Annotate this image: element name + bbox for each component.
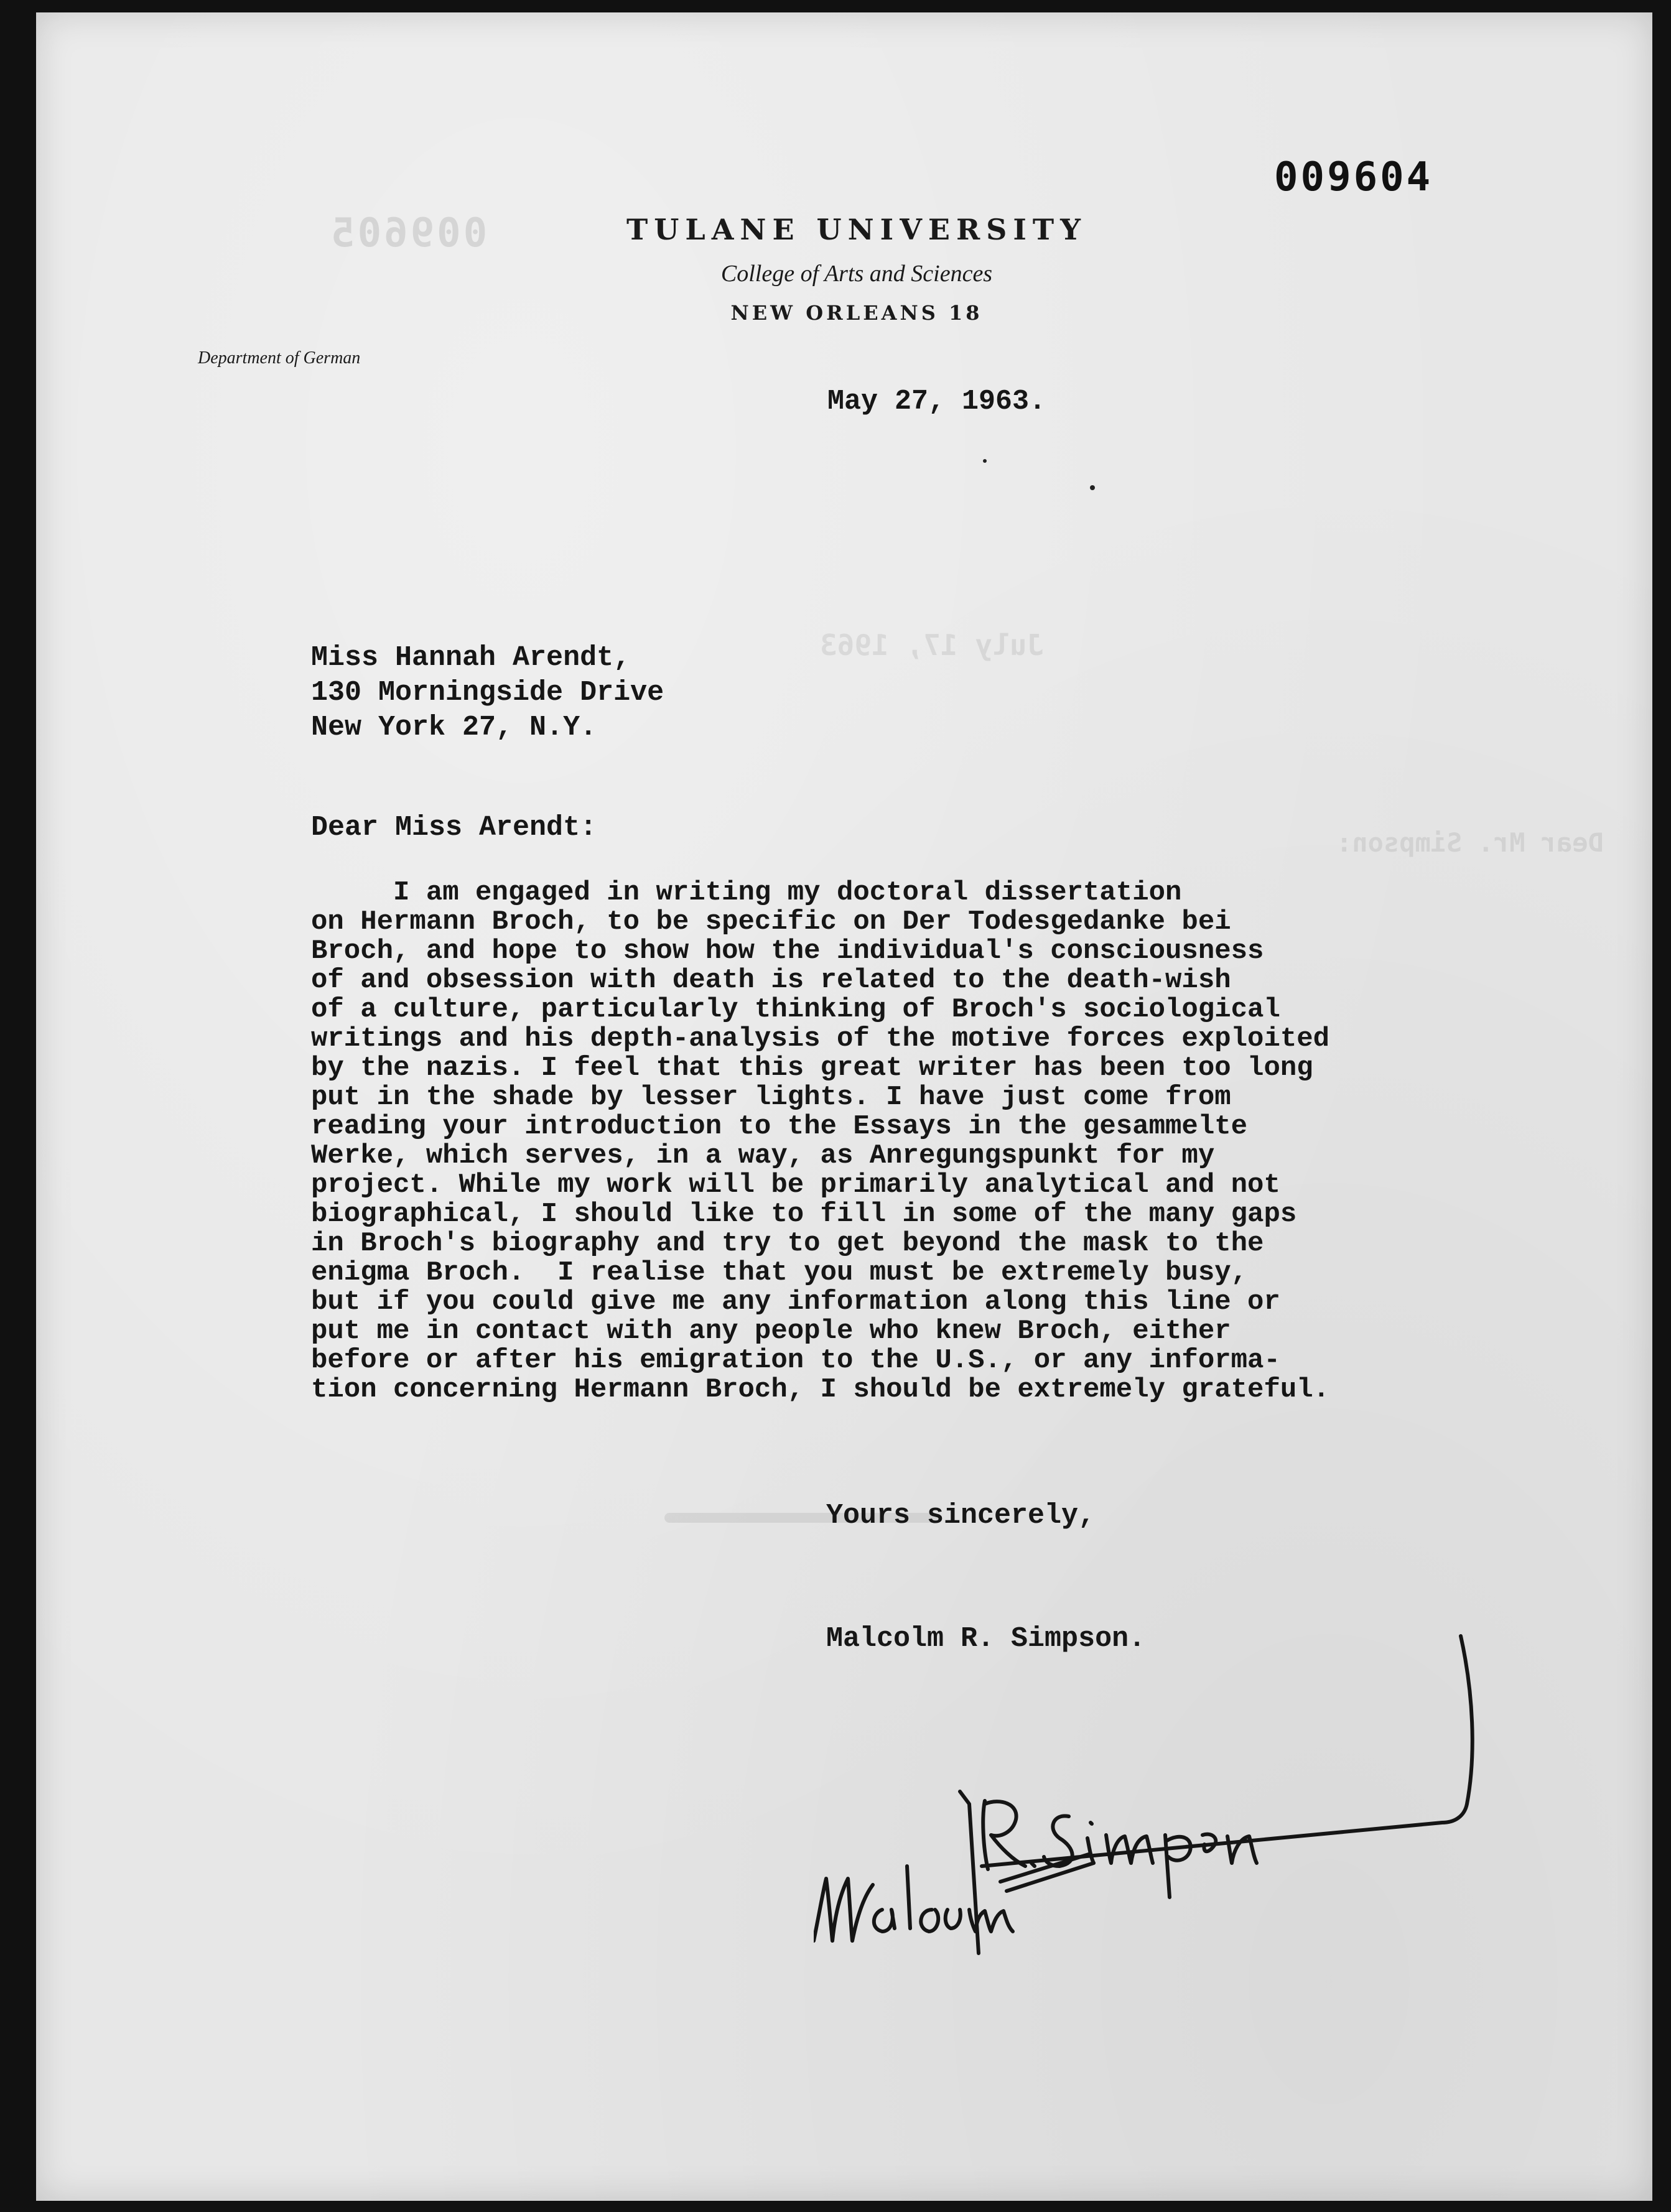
stray-ink-dot [1090, 485, 1095, 490]
letter-body: I am engaged in writing my doctoral dissertation on Hermann Broch, to be specific on Der Todesgedanke bei Broch, and hope to show how the individual's consciousness of and obsession with death is related to the death-wish of a culture, particularly thinking of Broch's sociological writings and his depth-analysis of the motive forces exploited by the nazis. I feel that this great writer has been too long put in the shade by lesser lights. I have just come from reading your introduction to the Essays in the gesammelte Werke, which serves, in a way, as Anregungspunkt for my project. While my work will be primarily analytical and not biographical, I should like to fill in some of the many gaps in Broch's biography and try to get beyond the mask to the enigma Broch. I realise that you must be extremely busy, but if you could give me any information along this line or put me in contact with any people who knew Broch, either before or after his emigration to the U.S., or any informa- tion concerning Hermann Broch, I should be extremely grateful. [311, 877, 1330, 1405]
salutation: Dear Miss Arendt: [311, 812, 597, 843]
recipient-city: New York 27, N.Y. [311, 712, 597, 743]
bleed-through-salutation-mark: Dear Mr. Simpson: [1336, 827, 1604, 858]
recipient-address [311, 641, 664, 745]
handwritten-signature [814, 1617, 1548, 1966]
bleed-through-stamp-number: 009605 [328, 210, 488, 256]
letterhead-university: TULANE UNIVERSITY [626, 213, 1087, 246]
letterhead-city: NEW ORLEANS 18 [730, 301, 983, 325]
letterhead-college: College of Arts and Sciences [720, 261, 993, 287]
letter-page [36, 12, 1652, 2201]
recipient-name: Miss Hannah Arendt, [311, 642, 631, 674]
archive-stamp-number: 009604 [1274, 154, 1433, 200]
department-name: Department of German [198, 348, 361, 368]
typed-signature-name: Malcolm R. Simpson. [826, 1623, 1146, 1655]
bleed-through-date-mark: July 17, 1963 [820, 628, 1045, 662]
recipient-street: 130 Morningside Drive [311, 677, 664, 709]
stray-ink-dot [983, 459, 987, 463]
closing: Yours sincerely, [826, 1500, 1096, 1531]
letter-date: May 27, 1963. [827, 386, 1046, 417]
